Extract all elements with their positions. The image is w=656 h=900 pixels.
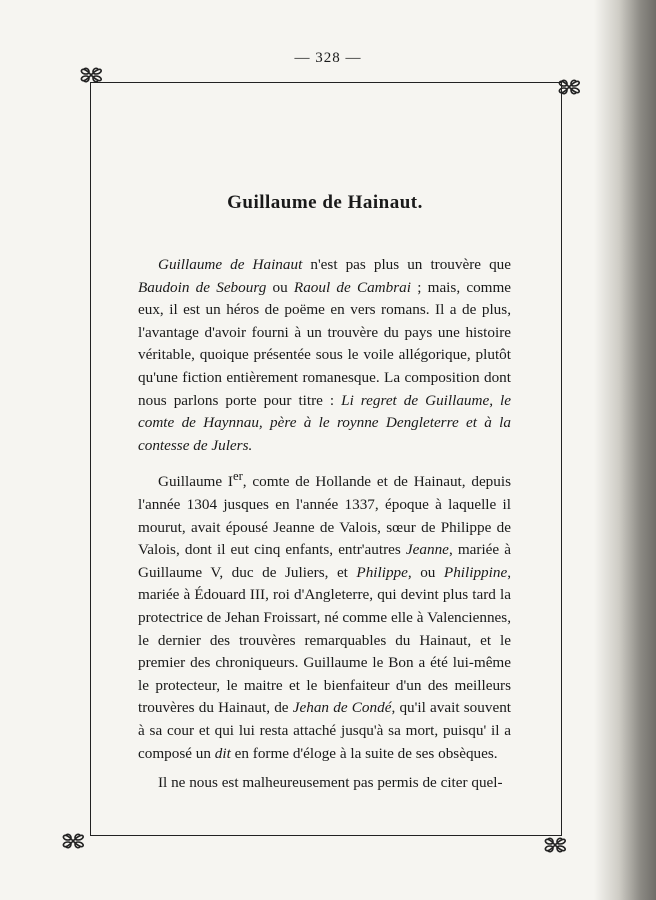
text-span: en forme d'éloge à la suite de ses obsèques. [230, 744, 498, 762]
italic-name: Philippe [356, 563, 408, 581]
text-span: , ou [407, 563, 444, 581]
page-gutter-shadow [594, 0, 656, 900]
corner-ornament-bottom-right-icon [540, 830, 570, 860]
italic-name: Philippine [443, 563, 508, 581]
text-span: ou [266, 278, 294, 296]
text-span: , qu'il avait souvent à sa cour et qui lui resta attaché jusqu'à sa mort, puisqu' il a composé un [138, 699, 512, 762]
corner-ornament-top-left-icon [76, 60, 106, 90]
text-span: , mariée à Édouard III, roi d'Angleterre, qui devint plus tard la protectrice de Jehan Froissart, né comme elle à Valenciennes, le dernier des trouvères remarquables du Hainaut, et le premier des chroniqueurs. Guillaume le Bon a été lui-même le protecteur, le maitre et le bienfaiteur d'un des meilleurs trouvères du Hainaut, de [138, 563, 511, 717]
italic-name: Jehan de Condé [292, 699, 392, 717]
corner-ornament-top-right-icon [554, 72, 584, 102]
paragraph-3: Il ne nous est malheureusement pas permis de citer quel- [158, 774, 503, 792]
italic-work-title: Li regret de Guillaume, le comte de Haynnau, père à le roynne Dengleterre et à la contesse de Julers. [138, 391, 511, 454]
text-span: n'est pas plus un trouvère que [302, 256, 512, 273]
paragraph-2 [138, 465, 511, 765]
italic-name: Guillaume de Hainaut [158, 256, 303, 273]
text-span: ; mais, comme eux, il est un héros de poëme en vers romans. Il a de plus, l'avantage d'avoir fourni à un trouvère du pays une histoire véritable, quoique présentée sous le voile allégorique, plutôt qu'une fiction entièrement romanesque. La composition dont nous parlons porte pour titre : [138, 278, 512, 409]
superscript: er [232, 469, 243, 484]
corner-ornament-bottom-left-icon [58, 826, 88, 856]
paragraph-1 [138, 254, 511, 457]
text-span: , mariée à Guillaume V, duc de Juliers, et [138, 541, 512, 581]
body-text [138, 254, 511, 795]
italic-name: Baudoin de Sebourg [138, 278, 267, 296]
italic-word: dit [214, 744, 231, 762]
page-number: — 328 — [294, 50, 362, 66]
italic-name: Raoul de Cambrai [293, 278, 411, 296]
chapter-title: Guillaume de Hainaut. [227, 192, 423, 213]
italic-name: Jeanne [405, 541, 449, 559]
text-span: Guillaume I [158, 473, 233, 491]
text-span: , comte de Hollande et de Hainaut, depuis l'année 1304 jusques en l'année 1337, époque à laquelle il mourut, avait épousé Jeanne de Valois, sœur de Philippe de Valois, dont il eut cinq enfants, entr'autres [138, 473, 511, 559]
